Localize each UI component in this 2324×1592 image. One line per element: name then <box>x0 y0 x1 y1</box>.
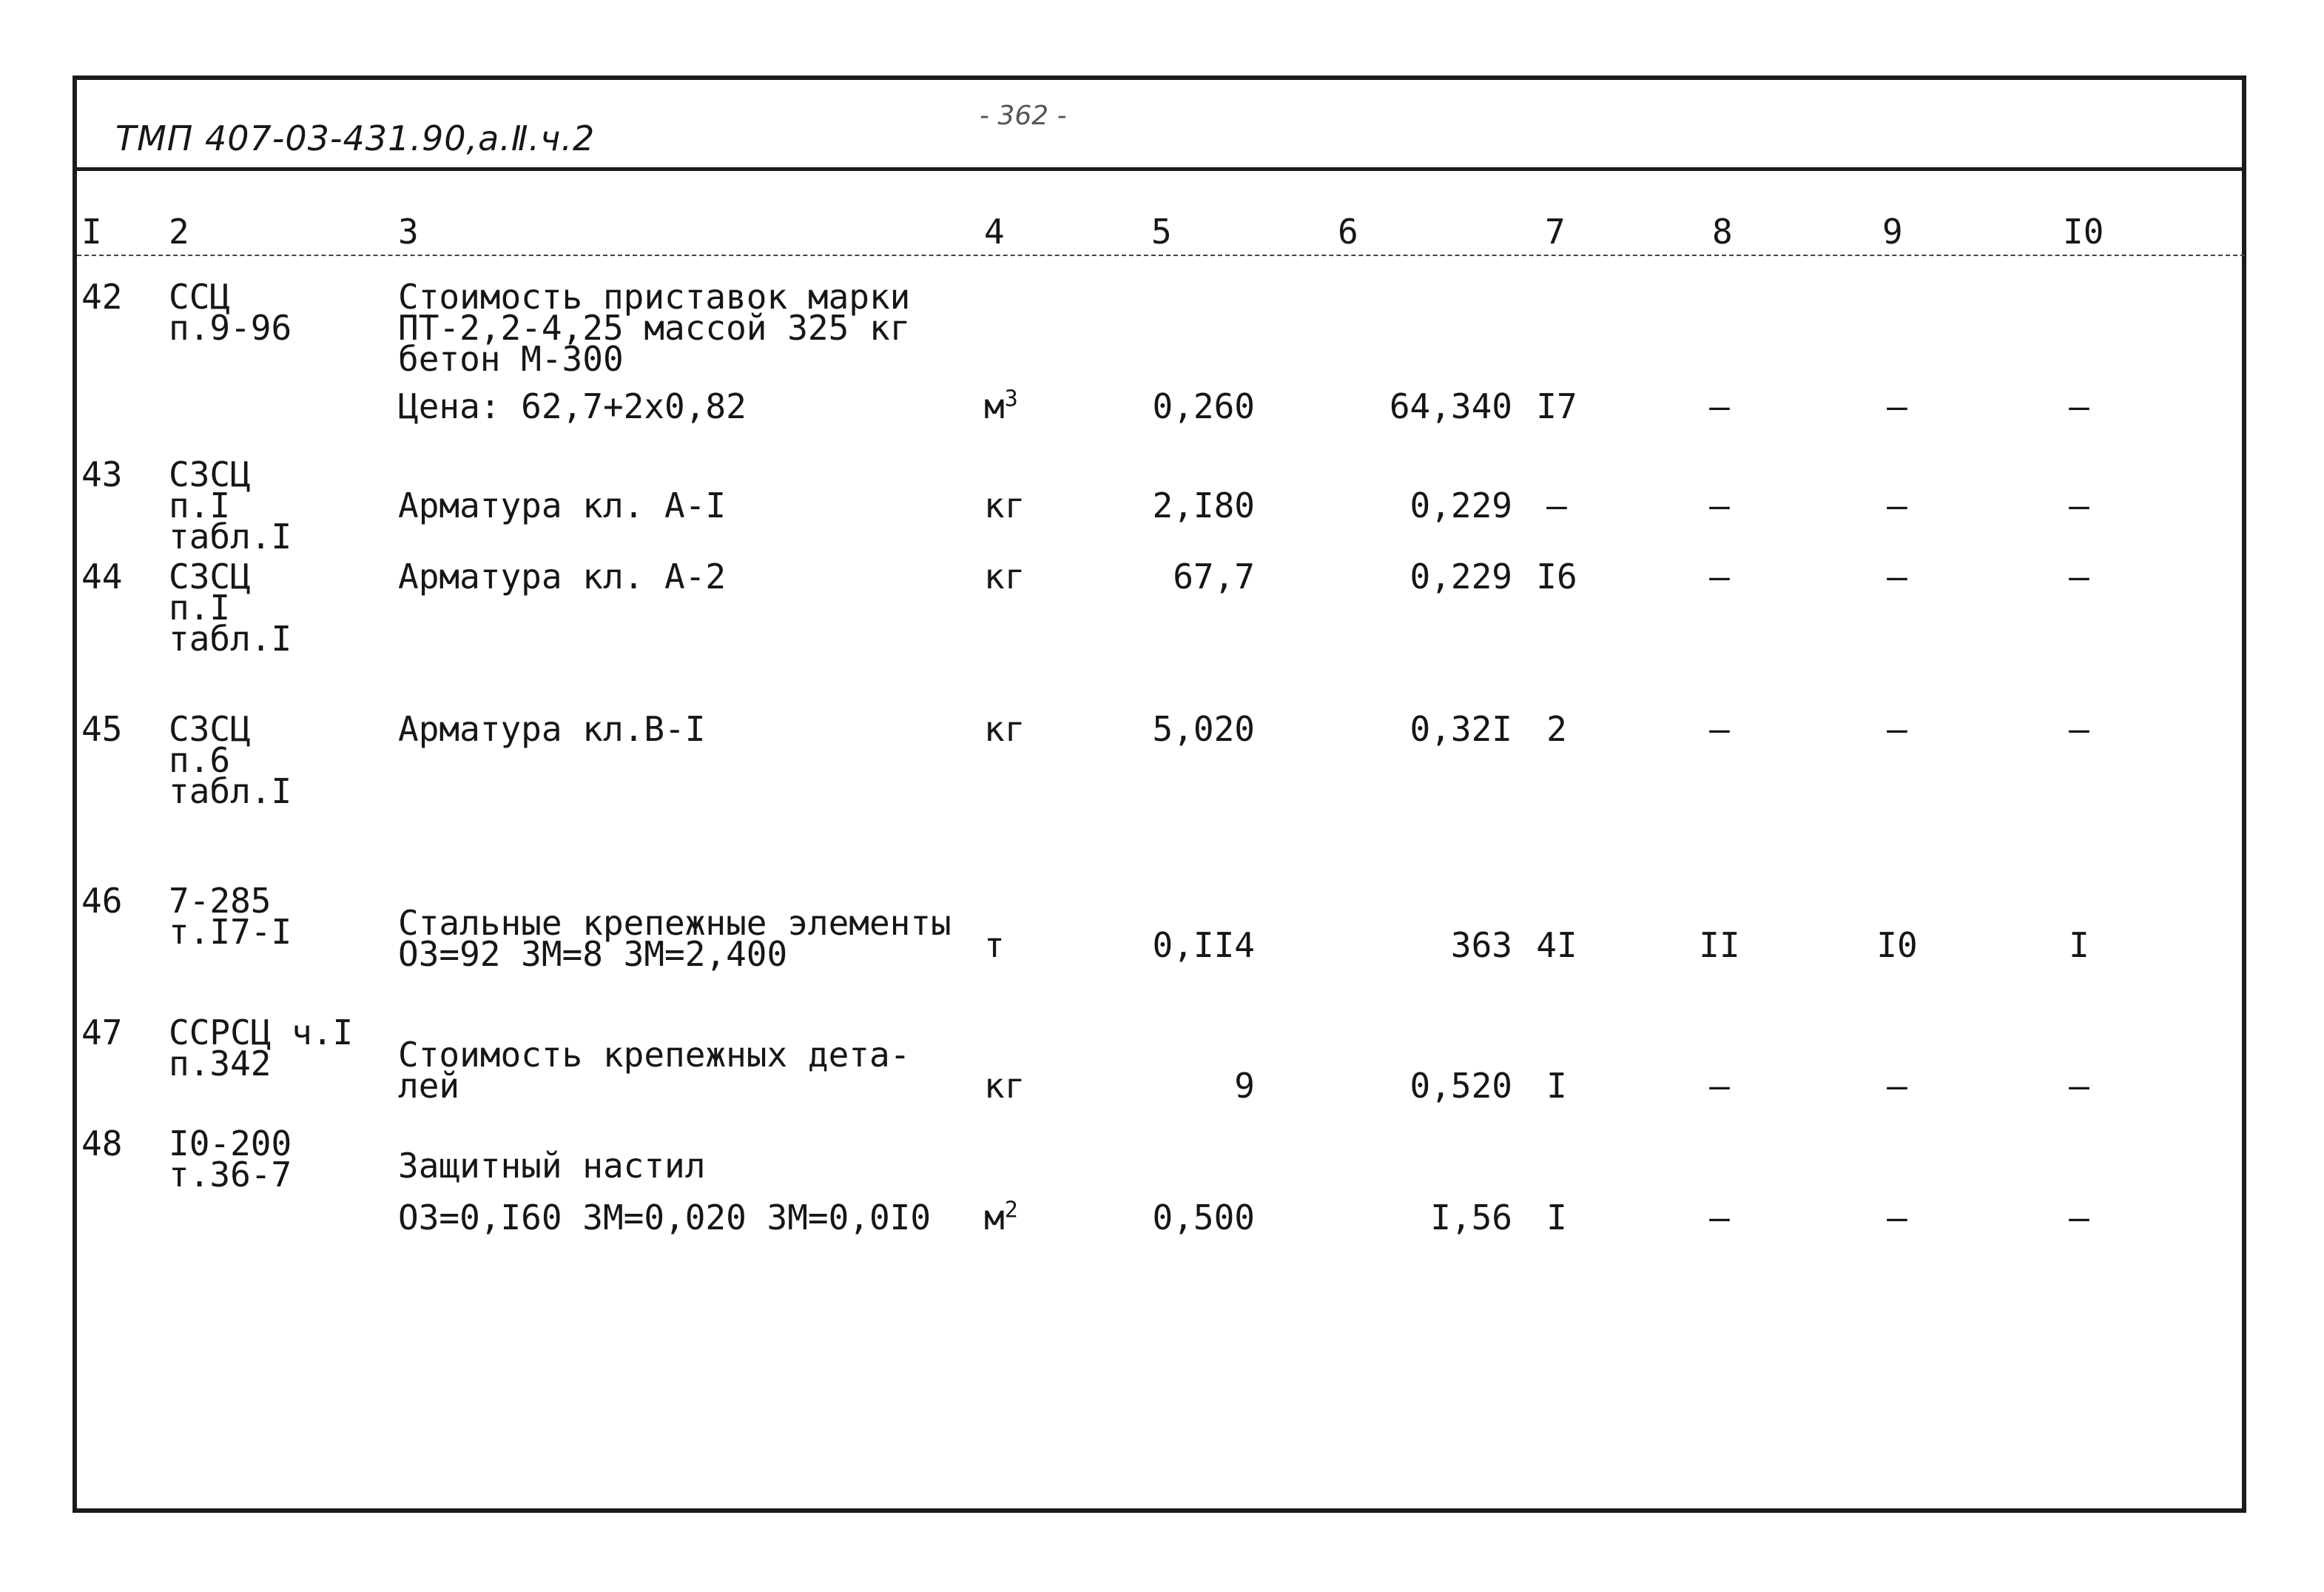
row-col-7: I <box>1546 1066 1567 1106</box>
unit-label: м <box>984 386 1005 426</box>
row-description-line: Арматура кл. А-I <box>398 486 727 525</box>
row-col-8: – <box>1709 386 1730 426</box>
column-header-6: 6 <box>1338 212 1358 252</box>
row-col-7: 4I <box>1536 925 1577 965</box>
row-unit <box>984 709 1073 749</box>
row-number: 44 <box>81 557 123 597</box>
row-col-8: – <box>1709 486 1730 525</box>
row-col-9: – <box>1887 386 1907 426</box>
row-col-10: – <box>2069 557 2089 597</box>
row-col-9: I0 <box>1876 925 1918 965</box>
row-unit <box>984 925 1073 965</box>
row-number: 47 <box>81 1012 123 1052</box>
row-col-9: – <box>1887 557 1907 597</box>
row-col-9: – <box>1887 709 1907 749</box>
row-number: 46 <box>81 881 123 921</box>
row-description-line: Стоимость крепежных дета- <box>398 1035 911 1075</box>
row-unit <box>984 557 1073 597</box>
unit-label: кг <box>984 709 1025 749</box>
row-unit-price: 0,32I <box>1409 709 1512 749</box>
unit-label: м <box>984 1198 1005 1237</box>
row-unit-price: 363 <box>1450 925 1512 965</box>
row-col-7: – <box>1546 486 1567 525</box>
unit-label: кг <box>984 1066 1025 1106</box>
document-sheet <box>73 75 2246 1513</box>
row-quantity: 67,7 <box>1173 557 1255 597</box>
column-header-7: 7 <box>1545 212 1566 252</box>
row-code-line: табл.I <box>169 771 292 811</box>
row-col-10: – <box>2069 709 2089 749</box>
row-unit <box>984 1066 1073 1106</box>
row-number: 42 <box>81 277 123 317</box>
header-underline <box>77 255 2245 256</box>
row-description-line: Стоимость приставок марки <box>398 277 911 317</box>
row-number: 45 <box>81 709 123 749</box>
row-col-10: – <box>2069 386 2089 426</box>
row-description-line: бетон М-300 <box>398 339 624 379</box>
row-code-line: п.342 <box>169 1044 272 1084</box>
row-quantity: 0,260 <box>1152 386 1255 426</box>
row-unit-price: 0,520 <box>1409 1066 1512 1106</box>
row-code-line: т.36-7 <box>169 1155 292 1195</box>
row-col-9: – <box>1887 1198 1907 1237</box>
row-unit-price: 0,229 <box>1409 486 1512 525</box>
column-header-8: 8 <box>1712 212 1733 252</box>
column-header-2: 2 <box>169 212 189 252</box>
row-col-8: – <box>1709 557 1730 597</box>
column-header-4: 4 <box>984 212 1005 252</box>
row-code-line: СЗСЦ <box>169 454 251 494</box>
column-header-10: I0 <box>2063 212 2104 252</box>
row-code-line: т.I7-I <box>169 912 292 952</box>
row-unit-price: 64,340 <box>1389 386 1512 426</box>
row-code-line: п.9-96 <box>169 308 292 348</box>
row-unit <box>984 386 1073 426</box>
unit-exponent: 3 <box>1004 386 1018 412</box>
row-code-line: I0-200 <box>169 1124 292 1163</box>
row-description-line: Арматура кл. А-2 <box>398 557 727 597</box>
document-code: ТМП 407-03-431.90,а.Ⅱ.ч.2 <box>115 118 596 158</box>
row-number: 48 <box>81 1124 123 1163</box>
row-col-10: I <box>2069 925 2089 965</box>
row-code-line: СЗСЦ <box>169 557 251 597</box>
row-description-extra: Цена: 62,7+2x0,82 <box>398 386 747 426</box>
row-col-10: – <box>2069 486 2089 525</box>
row-description-line: Арматура кл.В-I <box>398 709 706 749</box>
row-quantity: 9 <box>1234 1066 1255 1106</box>
row-unit-price: 0,229 <box>1409 557 1512 597</box>
row-description-line: Защитный настил <box>398 1146 706 1186</box>
row-col-7: I7 <box>1536 386 1577 426</box>
unit-exponent: 2 <box>1004 1197 1018 1223</box>
row-code-line: СЗСЦ <box>169 709 251 749</box>
row-number: 43 <box>81 454 123 494</box>
column-header-1: I <box>81 212 102 252</box>
row-unit <box>984 1197 1073 1237</box>
row-code-line: табл.I <box>169 517 292 557</box>
row-unit <box>984 486 1073 525</box>
column-header-3: 3 <box>398 212 419 252</box>
row-unit-price: I,56 <box>1430 1198 1512 1237</box>
unit-label: кг <box>984 486 1025 525</box>
row-quantity: 2,I80 <box>1152 486 1255 525</box>
row-description-line: ОЗ=92 ЗМ=8 ЗМ=2,400 <box>398 934 788 974</box>
row-col-9: – <box>1887 1066 1907 1106</box>
row-code-line: п.I <box>169 486 231 525</box>
row-col-7: I6 <box>1536 557 1577 597</box>
row-quantity: 0,II4 <box>1152 925 1255 965</box>
row-code-line: ССЦ <box>169 277 231 317</box>
page-number: - 362 - <box>980 101 1067 131</box>
column-header-5: 5 <box>1151 212 1172 252</box>
row-code-line: 7-285 <box>169 881 272 921</box>
row-quantity: 5,020 <box>1152 709 1255 749</box>
row-col-8: – <box>1709 1198 1730 1237</box>
row-description-line: Стальные крепежные элементы <box>398 903 952 943</box>
row-col-9: – <box>1887 486 1907 525</box>
row-col-7: 2 <box>1546 709 1567 749</box>
row-quantity: 0,500 <box>1152 1198 1255 1237</box>
row-code-line: табл.I <box>169 619 292 659</box>
row-description-extra: ОЗ=0,I60 ЗМ=0,020 ЗМ=0,0I0 <box>398 1198 932 1237</box>
title-separator <box>77 167 2242 171</box>
row-description-line: ПТ-2,2-4,25 массой 325 кг <box>398 308 911 348</box>
row-col-10: – <box>2069 1198 2089 1237</box>
row-code-line: п.I <box>169 588 231 628</box>
unit-label: т <box>984 925 1005 965</box>
row-col-8: II <box>1699 925 1740 965</box>
row-col-8: – <box>1709 709 1730 749</box>
column-header-9: 9 <box>1882 212 1903 252</box>
row-col-7: I <box>1546 1198 1567 1237</box>
row-col-8: – <box>1709 1066 1730 1106</box>
row-description-line: лей <box>398 1066 460 1106</box>
row-code-line: п.6 <box>169 740 231 780</box>
unit-label: кг <box>984 557 1025 597</box>
row-col-10: – <box>2069 1066 2089 1106</box>
row-code-line: ССРСЦ ч.I <box>169 1012 354 1052</box>
